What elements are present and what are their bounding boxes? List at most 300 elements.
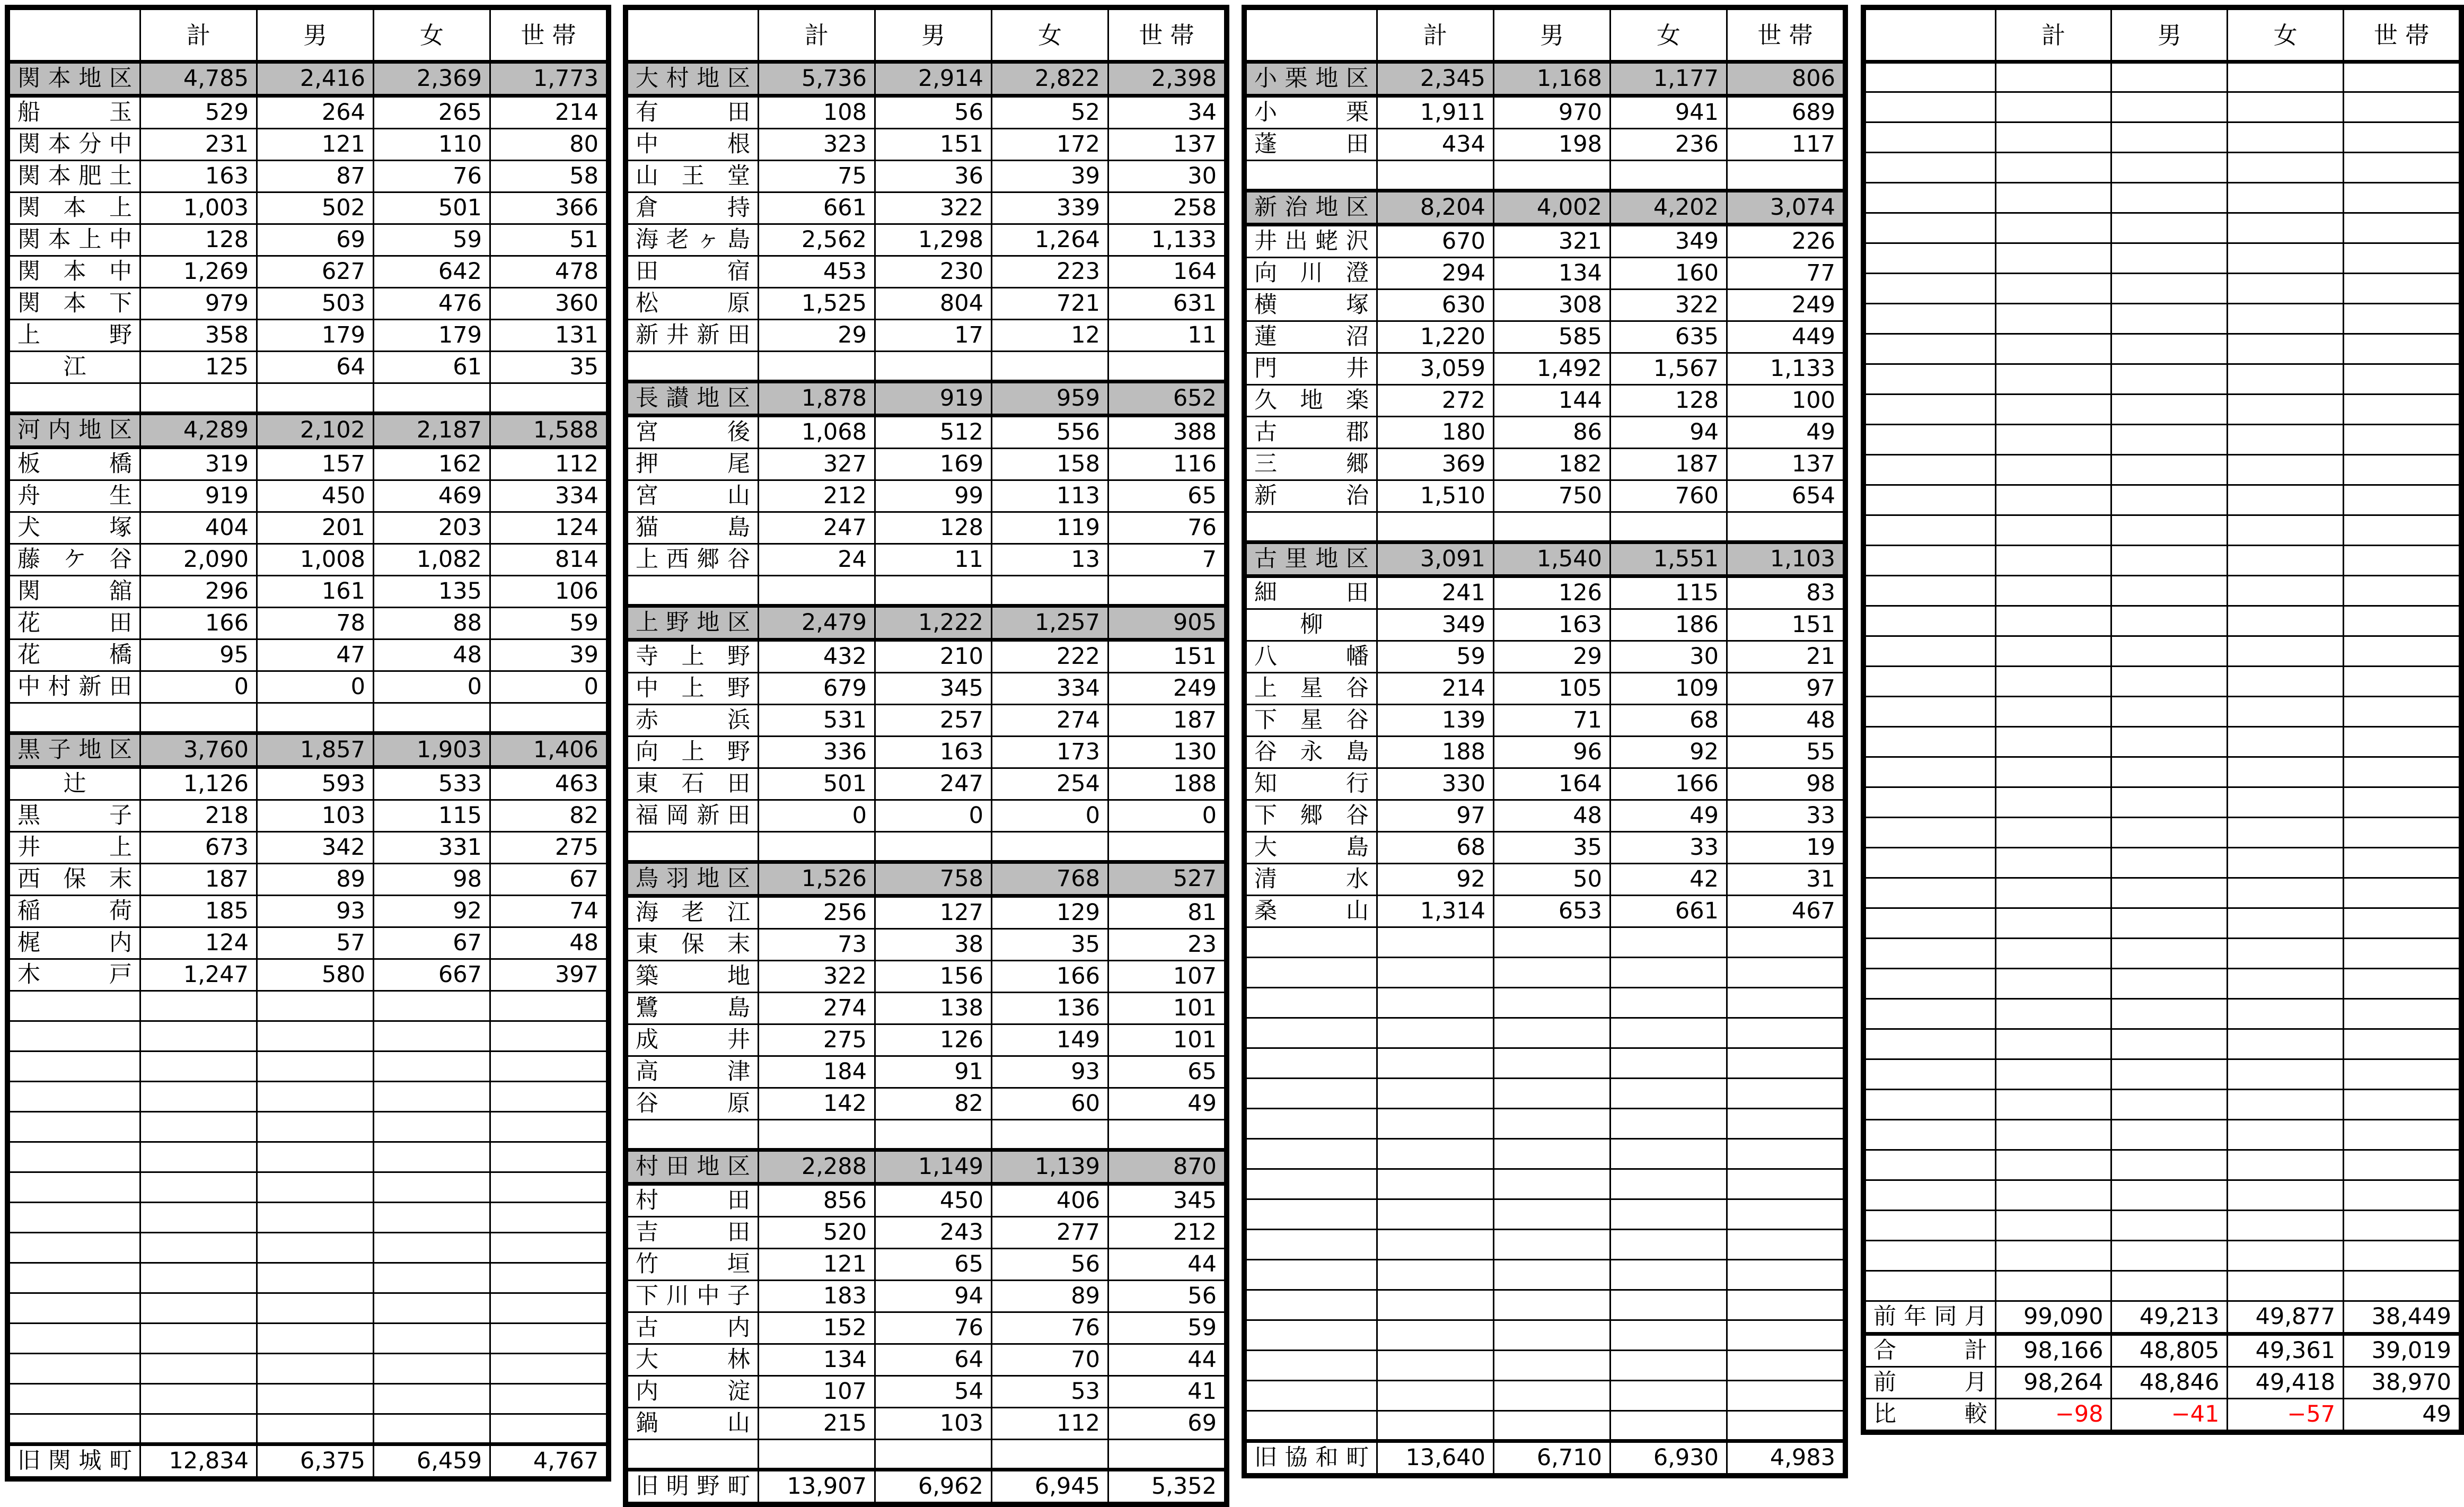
value-cell [2344,999,2460,1029]
row-label: 上野地区 [628,606,759,640]
value-cell: 4,785 [140,62,257,96]
table-row [1865,395,2460,425]
table-row [10,1414,607,1444]
row-label [628,576,759,606]
row-label: 海老江 [628,896,759,929]
value-cell [1611,927,1727,958]
table-row [1246,1079,1844,1109]
value-cell [2111,908,2228,939]
value-cell: 187 [140,864,257,896]
value-cell [2111,848,2228,878]
table-row [10,1263,607,1293]
value-cell: 139 [1377,705,1494,737]
row-label [1246,1018,1377,1048]
header-row [1246,10,1844,62]
row-label [1865,1029,1996,1059]
value-cell [992,832,1108,862]
value-cell: 110 [374,129,490,161]
value-cell [2228,969,2344,999]
column-header: 男 [875,10,992,62]
value-cell: 89 [992,1281,1108,1312]
value-cell [2344,1059,2460,1090]
value-cell [1494,1351,1611,1381]
value-cell: 3,760 [140,733,257,767]
value-cell [1611,1018,1727,1048]
table-row [1865,425,2460,455]
table-panel-3 [1242,5,1848,1478]
value-cell: 121 [257,129,374,161]
value-cell [490,1172,607,1203]
value-cell [1611,1230,1727,1260]
value-cell: 689 [1727,96,1844,129]
row-label: 新治地区 [1246,191,1377,225]
value-cell: 214 [490,96,607,129]
table-row [10,927,607,959]
value-cell [1995,153,2111,183]
table-row [1865,1301,2460,1334]
value-cell [1611,1109,1727,1139]
header-blank-cell [1246,10,1377,62]
value-cell [1377,927,1494,958]
value-cell [2228,848,2344,878]
table-row [10,864,607,896]
value-cell: 1,298 [875,224,992,256]
row-label [1865,1211,1996,1241]
table-row [628,705,1225,737]
row-label [1865,455,1996,485]
value-cell: 135 [374,576,490,608]
value-cell: 48 [374,639,490,671]
district-row [628,382,1225,416]
row-label [10,1172,140,1203]
value-cell: 274 [759,993,875,1024]
row-label [10,1263,140,1293]
column-header: 女 [992,10,1108,62]
table-row [628,832,1225,862]
value-cell [2228,1150,2344,1180]
value-cell [2344,939,2460,969]
value-cell: 432 [759,640,875,673]
value-cell: 330 [1377,768,1494,800]
table-row [1246,800,1844,832]
row-label [10,1233,140,1263]
value-cell: 580 [257,959,374,991]
district-row [1246,62,1844,96]
value-cell: 327 [759,449,875,480]
row-label: 下川中子 [628,1281,759,1312]
row-label [1865,576,1996,606]
value-cell: 2,914 [875,62,992,96]
value-cell: 388 [1108,416,1225,449]
value-cell [2111,1059,2228,1090]
table-row [1246,1018,1844,1048]
value-cell: 54 [875,1376,992,1408]
value-cell [1377,1320,1494,1351]
value-cell: 463 [490,767,607,800]
value-cell: 7 [1108,544,1225,576]
value-cell: 97 [1377,800,1494,832]
column-header: 世 帯 [1727,10,1844,62]
row-label: 関本分中 [10,129,140,161]
row-label [10,1021,140,1052]
value-cell [1995,757,2111,787]
table-row [1865,999,2460,1029]
value-cell [140,1384,257,1414]
column-header: 計 [140,10,257,62]
value-cell: 349 [1611,225,1727,258]
value-cell [1727,1381,1844,1411]
value-cell [2228,818,2344,848]
value-cell [490,1233,607,1263]
value-cell: 86 [1494,417,1611,449]
table-row [628,1312,1225,1344]
value-cell [490,1384,607,1414]
value-cell [1727,1048,1844,1079]
value-cell [257,1293,374,1324]
value-cell: 345 [1108,1184,1225,1217]
column-header: 女 [2228,10,2344,62]
row-label: 長讃地区 [628,382,759,416]
value-cell [1995,304,2111,334]
value-cell: 187 [1611,449,1727,480]
value-cell [1995,1120,2111,1150]
value-cell [2228,727,2344,757]
value-cell: 35 [1494,832,1611,864]
value-cell: 33 [1611,832,1727,864]
value-cell [1611,1351,1727,1381]
table-row [10,896,607,927]
value-cell [490,1021,607,1052]
value-cell [2344,1150,2460,1180]
row-label [1865,606,1996,636]
row-label: 有田 [628,96,759,129]
value-cell: 49,213 [2111,1301,2228,1334]
value-cell: 2,416 [257,62,374,96]
value-cell: 160 [1611,258,1727,290]
value-cell [1611,1290,1727,1320]
value-cell [1995,1180,2111,1211]
value-cell [1995,1059,2111,1090]
value-cell [1727,512,1844,542]
value-cell [2228,576,2344,606]
value-cell: 6,375 [257,1444,374,1477]
value-cell: 501 [374,192,490,224]
value-cell [257,1112,374,1142]
value-cell: 1,177 [1611,62,1727,96]
table-row [628,1440,1225,1470]
table-row [1865,62,2460,92]
value-cell [374,1263,490,1293]
value-cell: 721 [992,288,1108,320]
value-cell: 134 [1494,258,1611,290]
value-cell: 29 [759,320,875,352]
table-row [1246,258,1844,290]
value-cell: 2,369 [374,62,490,96]
value-cell [1995,395,2111,425]
row-label [1865,1150,1996,1180]
value-cell [2111,969,2228,999]
row-label: 西保末 [10,864,140,896]
value-cell: 129 [992,896,1108,929]
value-cell [2111,243,2228,274]
table-row [628,1184,1225,1217]
value-cell: 78 [257,608,374,639]
value-cell [2344,183,2460,213]
row-label [628,832,759,862]
table-row [10,608,607,639]
value-cell: 179 [374,320,490,352]
row-label [1246,1260,1377,1290]
value-cell: 48,805 [2111,1334,2228,1367]
value-cell: 82 [490,800,607,832]
table-row [1246,1351,1844,1381]
table-row [628,1281,1225,1312]
table-row [10,320,607,352]
value-cell: 151 [875,129,992,161]
value-cell [2228,1271,2344,1301]
value-cell [1108,576,1225,606]
table-row [10,1293,607,1324]
total-row [10,1444,607,1477]
value-cell: 630 [1377,290,1494,321]
row-label: 辻 [10,767,140,800]
value-cell: 941 [1611,96,1727,129]
value-cell: 112 [992,1408,1108,1440]
value-cell: 236 [1611,129,1727,161]
value-cell [2111,727,2228,757]
row-label [1246,1048,1377,1079]
row-label: 関本肥土 [10,161,140,192]
table-row [628,256,1225,288]
row-label: 関本上 [10,192,140,224]
value-cell [1611,512,1727,542]
table-row [1246,417,1844,449]
value-cell: 60 [992,1088,1108,1120]
value-cell [140,1021,257,1052]
row-label: 清水 [1246,864,1377,896]
row-label: 大村地区 [628,62,759,96]
value-cell [992,352,1108,382]
value-cell: 804 [875,288,992,320]
row-label [1865,425,1996,455]
value-cell [1494,512,1611,542]
value-cell: 124 [140,927,257,959]
value-cell: 68 [1611,705,1727,737]
value-cell [992,576,1108,606]
table-row [628,96,1225,129]
value-cell: 149 [992,1024,1108,1056]
row-label [1246,1290,1377,1320]
table-row [10,352,607,383]
row-label: 宮山 [628,480,759,512]
table-row [1865,908,2460,939]
value-cell: 99,090 [1995,1301,2111,1334]
column-header: 男 [2111,10,2228,62]
value-cell: 30 [1611,641,1727,673]
value-cell: 345 [875,673,992,705]
table-row [1865,153,2460,183]
row-label: 築地 [628,961,759,993]
table-row [10,448,607,480]
value-cell: 187 [1108,705,1225,737]
value-cell: 179 [257,320,374,352]
row-label [10,1354,140,1384]
row-label [1865,274,1996,304]
row-label: 合計 [1865,1334,1996,1367]
value-cell [2344,1090,2460,1120]
value-cell [2228,1180,2344,1211]
row-label: 前年同月 [1865,1301,1996,1334]
value-cell [2111,183,2228,213]
table-row [1246,576,1844,609]
value-cell [2228,1211,2344,1241]
table-row [1865,667,2460,697]
value-cell [2344,636,2460,667]
value-cell [1377,1079,1494,1109]
value-cell [992,1120,1108,1150]
population-table [627,8,1226,1503]
value-cell: 126 [875,1024,992,1056]
value-cell: 48,846 [2111,1367,2228,1399]
table-row [628,929,1225,961]
value-cell: −98 [1995,1399,2111,1431]
row-label [1865,727,1996,757]
value-cell [2344,908,2460,939]
table-row [1865,515,2460,546]
table-row [10,703,607,733]
value-cell: 128 [140,224,257,256]
value-cell [1727,1139,1844,1169]
table-row [1865,1029,2460,1059]
value-cell [1995,485,2111,515]
value-cell: 806 [1727,62,1844,96]
value-cell: 294 [1377,258,1494,290]
table-row [1246,864,1844,896]
value-cell: 124 [490,512,607,544]
value-cell [1995,606,2111,636]
value-cell: 157 [257,448,374,480]
value-cell: 870 [1108,1150,1225,1184]
row-label: 井出蛯沢 [1246,225,1377,258]
value-cell: 760 [1611,480,1727,512]
value-cell: 75 [759,161,875,192]
table-row [1865,546,2460,576]
value-cell: 1,103 [1727,542,1844,576]
table-row [628,544,1225,576]
value-cell [2228,183,2344,213]
value-cell [1377,988,1494,1018]
table-row [10,256,607,288]
value-cell: 249 [1727,290,1844,321]
table-row [10,800,607,832]
value-cell: 188 [1377,737,1494,768]
value-cell [140,1052,257,1082]
table-row [10,1354,607,1384]
row-label: 井上 [10,832,140,864]
value-cell: 501 [759,768,875,800]
value-cell: 257 [875,705,992,737]
value-cell: 30 [1108,161,1225,192]
column-header: 女 [374,10,490,62]
row-label: 赤浜 [628,705,759,737]
table-row [628,192,1225,224]
value-cell [1611,1260,1727,1290]
value-cell [2344,667,2460,697]
value-cell [2111,92,2228,122]
value-cell: 92 [1611,737,1727,768]
value-cell: 453 [759,256,875,288]
value-cell: 0 [992,800,1108,832]
value-cell [2111,425,2228,455]
value-cell [2344,546,2460,576]
value-cell [759,1120,875,1150]
value-cell: 218 [140,800,257,832]
value-cell [1727,1079,1844,1109]
value-cell [2344,757,2460,787]
row-label: 下星谷 [1246,705,1377,737]
value-cell: 469 [374,480,490,512]
row-label [1865,667,1996,697]
value-cell [875,832,992,862]
value-cell: 1,247 [140,959,257,991]
value-cell: 144 [1494,385,1611,417]
value-cell: 39 [992,161,1108,192]
table-row [1865,878,2460,908]
value-cell: 334 [992,673,1108,705]
value-cell [992,1440,1108,1470]
value-cell [257,1324,374,1354]
value-cell: 93 [992,1056,1108,1088]
value-cell: 163 [875,737,992,768]
row-label [1865,999,1996,1029]
value-cell [374,1172,490,1203]
value-cell [2228,515,2344,546]
row-label: 犬塚 [10,512,140,544]
value-cell: 34 [1108,96,1225,129]
value-cell [1494,1169,1611,1199]
table-row [1246,641,1844,673]
value-cell: 49,361 [2228,1334,2344,1367]
value-cell: 127 [875,896,992,929]
row-label [1865,153,1996,183]
value-cell [257,1082,374,1112]
value-cell [1995,183,2111,213]
value-cell: 2,187 [374,414,490,448]
value-cell [2344,122,2460,153]
value-cell: 128 [875,512,992,544]
value-cell: 0 [490,671,607,703]
value-cell: 47 [257,639,374,671]
value-cell: 4,202 [1611,191,1727,225]
value-cell: 6,710 [1494,1441,1611,1474]
value-cell [1995,62,2111,92]
value-cell [374,1112,490,1142]
value-cell: 322 [759,961,875,993]
table-row [628,1088,1225,1120]
population-table [1864,8,2460,1431]
value-cell [1611,1079,1727,1109]
row-label: 関本下 [10,288,140,320]
table-row [628,1217,1225,1249]
value-cell: 8,204 [1377,191,1494,225]
table-row [10,1233,607,1263]
value-cell: 99 [875,480,992,512]
table-row [1865,1211,2460,1241]
row-label [1865,818,1996,848]
row-label: 旧明野町 [628,1470,759,1503]
value-cell: 0 [875,800,992,832]
table-row [10,1142,607,1172]
